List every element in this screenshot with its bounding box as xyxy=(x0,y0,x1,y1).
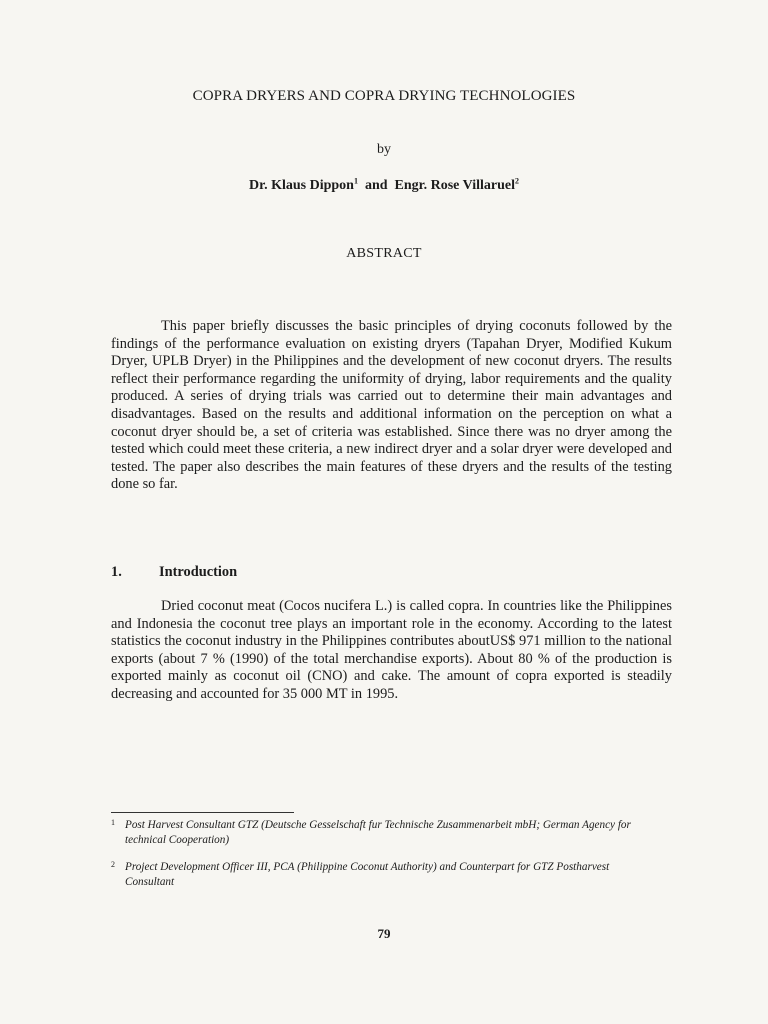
footnote-text: Project Development Officer III, PCA (Philippine Coconut Authority) and Counterpart for GTZ Postharvest Consultant xyxy=(125,861,610,888)
section-heading xyxy=(111,564,237,581)
author-footnote-mark: 1 xyxy=(353,176,358,186)
abstract-heading: ABSTRACT xyxy=(346,246,422,261)
author-line xyxy=(0,178,768,194)
author-joiner: and xyxy=(364,178,388,193)
introduction-paragraph: Dried coconut meat (Cocos nucifera L.) is called copra. In countries like the Philippines and Indonesia the coconut tree plays an important role in the economy. According to the latest statistics the coconut industry in the Philippines contributes aboutUS$ 971 million to the national exports (about 7 % (1990) of the total merchandise exports). About 80 % of the production is exported mainly as coconut oil (CNO) and cake. The amount of copra exported is steadily decreasing and accounted for 35 000 MT in 1995. xyxy=(111,598,672,702)
footnote-mark: 1 xyxy=(111,818,115,827)
abstract-paragraph: This paper briefly discusses the basic principles of drying coconuts followed by the findings of the performance evaluation on existing dryers (Tapahan Dryer, Modified Kukum Dryer, UPLB Dryer) in the Philippines and the development of new coconut dryers. The results reflect their performance regarding the uniformity of drying, labor requirements and the quality produced. A series of drying trials was carried out to determine their main advantages and disadvantages. Based on the results and additional information on the perception on what a coconut dryer should be, a set of criteria was established. Since there was no dryer among the tested which could meet these criteria, a new indirect dryer and a solar dryer were developed and tested. The paper also describes the main features of these dryers and the results of the testing done so far. xyxy=(111,318,672,493)
author-name: Engr. Rose Villaruel xyxy=(394,178,515,193)
byline: by xyxy=(377,142,391,157)
footnote xyxy=(111,860,651,890)
footnote-text: Post Harvest Consultant GTZ (Deutsche Gesselschaft fur Technische Zusammenarbeit mbH; German Agency for technical Cooperation) xyxy=(125,819,631,846)
footnote-mark: 2 xyxy=(111,860,115,869)
section-title: Introduction xyxy=(159,564,238,580)
author-footnote-mark: 2 xyxy=(514,176,519,186)
footnote xyxy=(111,818,651,848)
section-number: 1. xyxy=(111,564,122,580)
footnote-divider xyxy=(111,812,294,813)
page-number: 79 xyxy=(377,926,391,941)
author-name: Dr. Klaus Dippon xyxy=(249,178,354,193)
paper-title: COPRA DRYERS AND COPRA DRYING TECHNOLOGIES xyxy=(192,88,576,104)
